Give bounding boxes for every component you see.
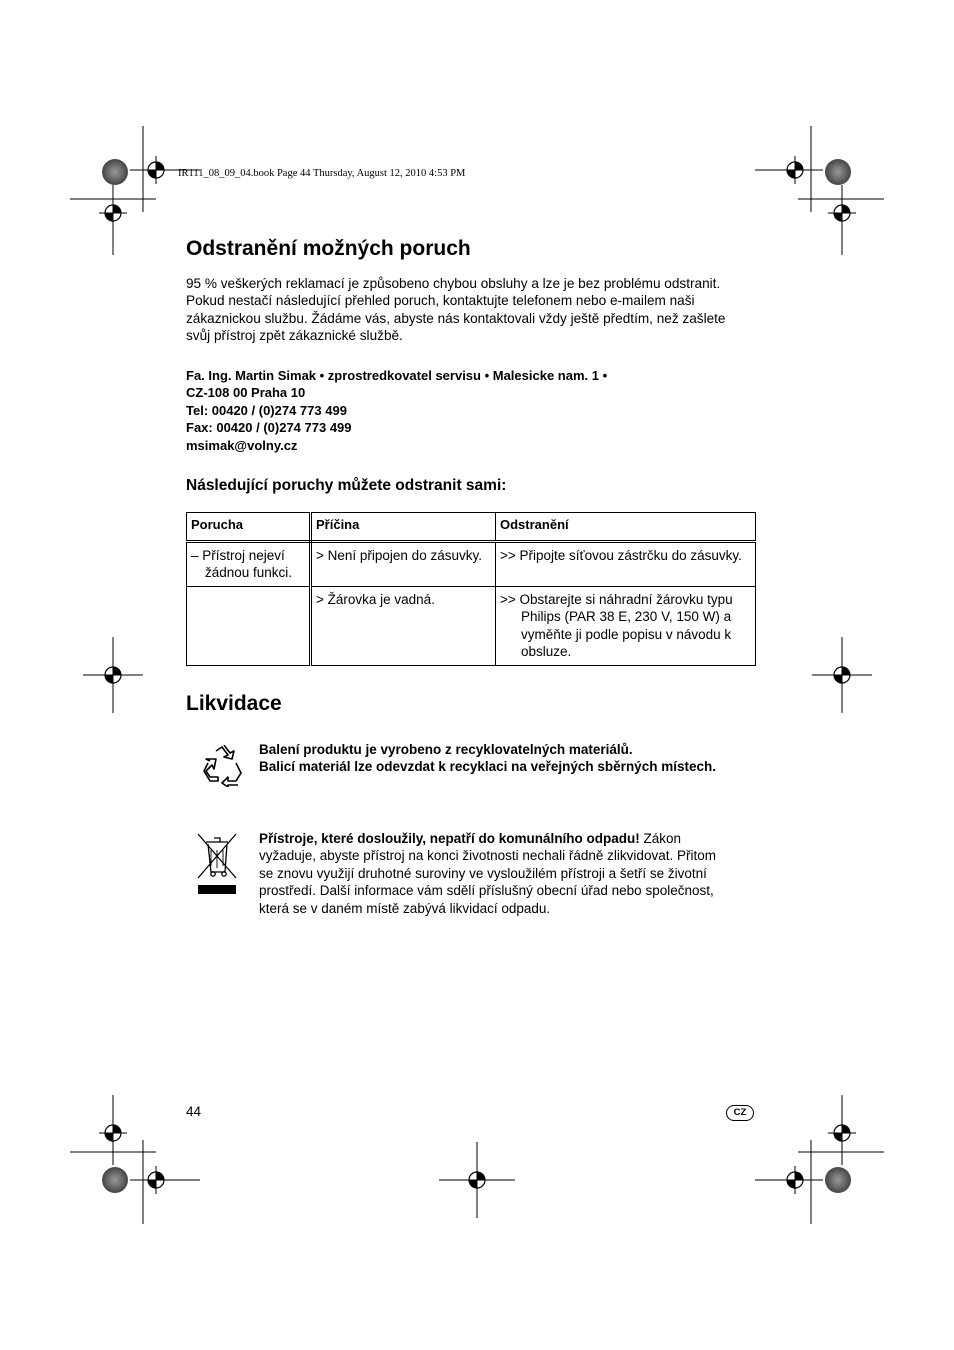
table-header-row <box>187 513 756 542</box>
color-target-icon <box>825 159 851 185</box>
page-number: 44 <box>186 1104 202 1119</box>
intro-paragraph <box>186 275 766 345</box>
file-info-line: IR111_08_09_04.book Page 44 Thursday, August 12, 2010 4:53 PM <box>178 168 466 179</box>
device-disposal-line: prostředí. Další informace vám sdělí příslušný obecní úřad nebo společnost, <box>259 883 714 899</box>
fault-table <box>186 512 756 666</box>
remedy-cell: >> Připojte síťovou zástrčku do zásuvky. <box>496 541 756 586</box>
self-fix-subtitle: Následující poruchy můžete odstranit sami: <box>186 477 507 494</box>
color-target-icon <box>825 1167 851 1193</box>
fault-cell <box>187 586 311 665</box>
service-contact <box>186 367 607 454</box>
contact-phone: Tel: 00420 / (0)274 773 499 <box>186 402 347 418</box>
device-disposal-line: která se v daném místě zabývá likvidací odpadu. <box>259 900 551 916</box>
disposal-title: Likvidace <box>186 692 282 715</box>
troubleshooting-title: Odstranění možných poruch <box>186 237 471 260</box>
cause-cell: > Žárovka je vadná. <box>311 586 496 665</box>
color-target-icon <box>102 159 128 185</box>
packaging-line: Balicí materiál lze odevzdat k recyklaci na veřejných sběrných místech. <box>259 759 716 775</box>
column-header-remedy: Odstranění <box>496 513 756 542</box>
intro-line: 95 % veškerých reklamací je způsobeno chybou obsluhy a lze je bez problému odstranit. <box>186 276 721 291</box>
contact-fax: Fax: 00420 / (0)274 773 499 <box>186 420 352 436</box>
device-disposal-line: vyžaduje, abyste přístroj na konci životnosti nechali řádně zlikvidovat. Přitom <box>259 848 716 864</box>
device-disposal-line: Zákon <box>639 831 682 846</box>
recycle-icon <box>202 745 242 787</box>
contact-email: msimak@volny.cz <box>186 437 298 453</box>
remedy-cell: >> Obstarejte si náhradní žárovku typu Philips (PAR 38 E, 230 V, 150 W) a vyměňte ji podle popisu v návodu k obsluze. <box>496 586 756 665</box>
device-disposal-text <box>259 830 759 917</box>
fault-cell: – Přístroj nejeví žádnou funkci. <box>187 541 311 586</box>
contact-city: CZ-108 00 Praha 10 <box>186 385 306 401</box>
language-badge: CZ <box>726 1105 754 1121</box>
packaging-line: Balení produktu je vyrobeno z recyklovatelných materiálů. <box>259 742 633 757</box>
packaging-text <box>259 741 759 776</box>
intro-line: Pokud nestačí následující přehled poruch, kontaktujte telefonem nebo e-mailem naši <box>186 293 695 309</box>
crossed-bin-icon <box>196 830 238 896</box>
column-header-cause: Příčina <box>311 513 496 542</box>
contact-company: Fa. Ing. Martin Simak • zprostredkovatel servisu • Malesicke nam. 1 • <box>186 368 608 383</box>
table-row <box>187 586 756 665</box>
intro-line: zákaznickou službu. Žádáme vás, abyste nás kontaktovali vždy ještě předtím, než zašlete <box>186 310 726 326</box>
intro-line: svůj přístroj zpět zákaznické službě. <box>186 328 403 344</box>
device-disposal-line: se znovu využijí druhotné suroviny ve vysloužilém přístroji a šetří se životní <box>259 865 707 881</box>
table-row <box>187 541 756 586</box>
color-target-icon <box>102 1167 128 1193</box>
device-disposal-warning: Přístroje, které dosloužily, nepatří do komunálního odpadu! <box>259 831 640 846</box>
cause-cell: > Není připojen do zásuvky. <box>311 541 496 586</box>
column-header-fault: Porucha <box>187 513 311 542</box>
